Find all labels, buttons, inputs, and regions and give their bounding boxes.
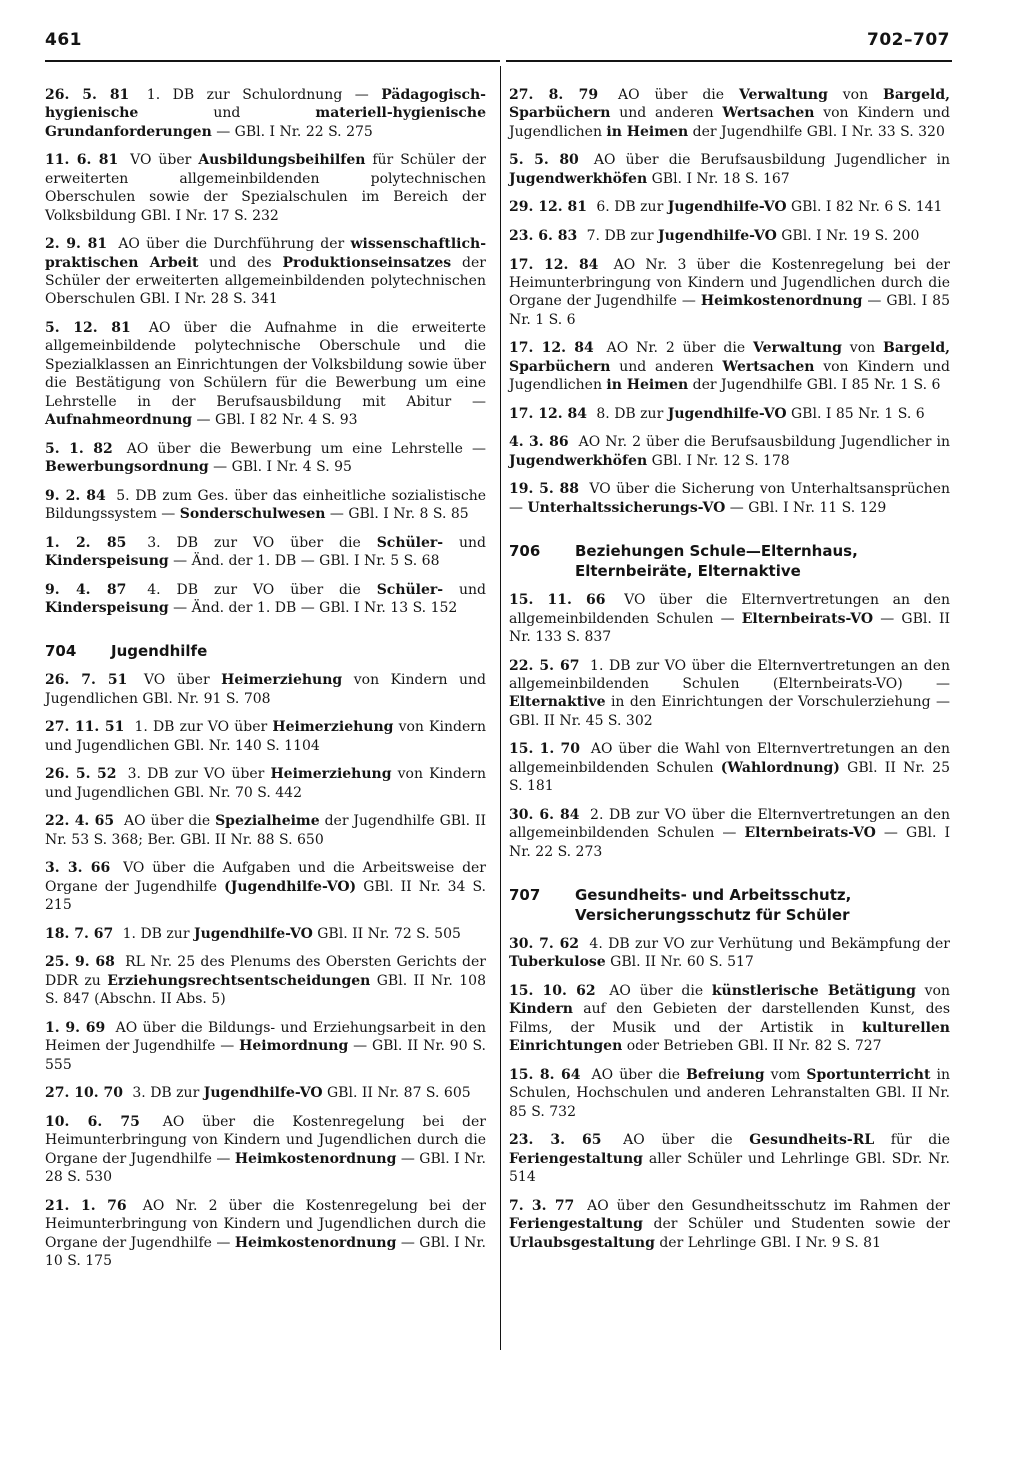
entry-keyword: Spezialheime [215, 813, 320, 830]
entry-text: von [915, 983, 950, 1000]
entry-text: vom [764, 1066, 807, 1083]
entry-date: 9. 4. 87 [45, 581, 127, 598]
entry-keyword: Verwaltung [738, 87, 828, 103]
entry-date: 11. 6. 81 [45, 152, 119, 169]
law-entry [45, 581, 486, 618]
entry-date: 5. 12. 81 [45, 320, 131, 337]
entry-keyword: (Wahlordnung) [720, 759, 840, 776]
section-title-line: Versicherungsschutz für Schüler [575, 906, 850, 925]
law-entry [45, 1019, 486, 1074]
law-entry [45, 765, 486, 802]
entry-keyword: Heimkostenordnung [234, 1234, 397, 1251]
section-title-line: Jugendhilfe [111, 642, 208, 661]
entry-text: AO Nr. 2 über die Kostenregelung bei der Heimunterbringung von Kindern und Jugendlichen durch die Organe der Jugendhilfe — [45, 1197, 486, 1251]
entry-text: von [841, 340, 884, 357]
entry-text: von Kindern und Jugendlichen GBl. Nr. 91 S. 708 [45, 672, 487, 707]
law-entry [45, 151, 486, 225]
entry-text: und [443, 581, 486, 598]
entry-text: GBl. II Nr. 60 S. 517 [605, 954, 754, 971]
entry-text: — GBl. I 85 Nr. 1 S. 6 [509, 293, 950, 328]
entry-text: GBl. II Nr. 34 S. 215 [45, 878, 486, 914]
entry-keyword: Wertsachen [722, 358, 815, 375]
law-entry [45, 235, 486, 309]
entry-date: 3. 3. 66 [45, 860, 111, 877]
entry-text: AO über die Wahl von Elternvertretungen an den allgemeinbildenden Schulen [509, 741, 950, 776]
law-entry [509, 1066, 950, 1121]
entry-keyword: Jugendwerkhöfen [509, 452, 648, 469]
entry-keyword: in Heimen [606, 123, 689, 140]
law-entry [509, 433, 950, 470]
entry-text: 1. DB zur [118, 925, 194, 942]
entry-date: 26. 7. 51 [45, 672, 128, 689]
entry-keyword: Heimkostenordnung [700, 293, 863, 310]
entry-date: 29. 12. 81 [509, 199, 587, 216]
law-entry [45, 718, 486, 755]
entry-keyword: Feriengestaltung [509, 1150, 643, 1167]
section-title-line: Elternbeiräte, Elternaktive [575, 562, 801, 581]
entry-text: VO über die Aufgaben und die Arbeitsweise der Organe der Jugendhilfe [45, 860, 487, 895]
entry-list [45, 86, 486, 617]
entry-text: für die [874, 1132, 951, 1149]
entry-text: 5. DB zum Ges. über das einheitliche sozialistische Bildungssystem — [45, 487, 486, 523]
entry-list [509, 935, 950, 1252]
entry-keyword: Jugendwerkhöfen [509, 170, 648, 187]
entry-text: 4. DB zur VO zur Verhütung und Bekämpfung der [584, 936, 950, 953]
entry-text: 2. DB zur VO über die Elternvertretungen an den allgemeinbildenden Schulen — [509, 806, 951, 842]
entry-keyword: Gesundheits-RL [749, 1132, 875, 1149]
law-entry [45, 534, 486, 571]
entry-keyword: Ausbildungsbeihilfen [198, 152, 366, 169]
entry-text: der Schüler und Studenten sowie der [642, 1216, 950, 1233]
section-title [575, 885, 950, 925]
entry-text: GBl. I Nr. 18 S. 167 [647, 170, 790, 187]
right-column [509, 86, 950, 1262]
entry-text: 1. DB zur VO über [129, 719, 273, 736]
entry-date: 18. 7. 67 [45, 925, 114, 942]
entry-keyword: wissenschaftlich-praktischen Arbeit [45, 236, 486, 271]
law-entry [509, 198, 950, 216]
entry-text: AO über die Bildungs- und Erziehungsarbeit in den Heimen der Jugendhilfe — [45, 1019, 486, 1055]
entry-date: 30. 7. 62 [509, 936, 580, 953]
law-entry [509, 339, 950, 394]
entry-text: für Schüler der erweiterten allgemeinbildenden polytechnischen Oberschulen sowie der Spezialschulen im Bereich der Volksbildung GBl. I Nr. 17 S. 232 [45, 152, 486, 224]
entry-keyword: Aufnahmeordnung [45, 412, 193, 429]
entry-text: — GBl. I Nr. 10 S. 175 [45, 1234, 486, 1269]
law-entry [509, 405, 950, 423]
entry-keyword: Heimkostenordnung [234, 1150, 397, 1167]
entry-text: AO über die Durchführung der [112, 236, 351, 253]
law-entry [509, 740, 950, 795]
law-entry [45, 440, 486, 477]
law-entry [45, 319, 486, 429]
entry-text: GBl. II Nr. 25 S. 181 [509, 759, 950, 795]
entry-keyword: Befreiung [686, 1066, 765, 1083]
entry-text: der Jugendhilfe GBl. II Nr. 53 S. 368; Ber. GBl. II Nr. 88 S. 650 [45, 813, 486, 848]
entry-keyword: Sportunterricht [806, 1066, 931, 1083]
law-entry [45, 1084, 486, 1102]
entry-text: 1. DB zur Schulordnung — [134, 87, 382, 103]
section-title [111, 641, 486, 661]
section-heading-707 [509, 885, 950, 925]
law-entry [45, 812, 486, 849]
law-entry [509, 806, 950, 861]
entry-keyword: (Jugendhilfe-VO) [224, 878, 357, 895]
entry-keyword: Heimerziehung [272, 719, 394, 736]
entry-text: 6. DB zur [591, 199, 668, 216]
entry-text: GBl. II Nr. 72 S. 505 [312, 925, 461, 942]
entry-keyword: Kinderspeisung [45, 600, 169, 617]
entry-keyword: Wertsachen [722, 105, 815, 122]
law-entry [45, 1113, 486, 1187]
section-title [575, 541, 950, 581]
entry-text: der Jugendhilfe GBl. I 85 Nr. 1 S. 6 [688, 377, 941, 394]
entry-keyword: in Heimen [606, 377, 689, 394]
entry-keyword: Kinderspeisung [45, 553, 169, 570]
entry-date: 7. 3. 77 [509, 1197, 575, 1214]
entry-date: 27. 8. 79 [509, 87, 599, 103]
law-entry [45, 86, 486, 141]
entry-keyword: Bargeld, Sparbüchern [509, 87, 950, 122]
entry-text: GBl. I 82 Nr. 6 S. 141 [786, 199, 943, 216]
entry-text: GBl. II Nr. 87 S. 605 [322, 1085, 471, 1102]
entry-text: und des [198, 254, 283, 271]
section-range: 702–707 [867, 30, 950, 50]
entry-text: AO über die Kostenregelung bei der Heimunterbringung von Kindern und Jugendlichen durch die Organe der Jugendhilfe — [45, 1113, 486, 1167]
entry-date: 5. 5. 80 [509, 152, 579, 169]
section-heading-706 [509, 541, 950, 581]
entry-text: von Kindern und Jugendlichen GBl. Nr. 70 S. 442 [45, 766, 486, 801]
entry-text: aller Schüler und Lehrlinge GBl. SDr. Nr. 514 [509, 1150, 950, 1186]
entry-date: 9. 2. 84 [45, 487, 106, 504]
entry-keyword: Bargeld, Sparbüchern [509, 340, 950, 375]
entry-text: — GBl. II Nr. 133 S. 837 [509, 610, 950, 646]
entry-date: 26. 5. 81 [45, 87, 130, 103]
entry-text: VO über [132, 672, 222, 689]
entry-date: 2. 9. 81 [45, 236, 108, 253]
entry-text: 3. DB zur VO über [121, 766, 271, 783]
entry-text: — Änd. der 1. DB — GBl. I Nr. 5 S. 68 [168, 553, 440, 570]
law-entry [45, 1197, 486, 1271]
entry-date: 21. 1. 76 [45, 1197, 127, 1214]
entry-date: 17. 12. 84 [509, 256, 599, 273]
entry-date: 1. 9. 69 [45, 1019, 106, 1036]
law-entry [45, 953, 486, 1008]
entry-list [45, 671, 486, 1270]
entry-date: 17. 12. 84 [509, 340, 594, 357]
entry-date: 25. 9. 68 [45, 954, 115, 971]
entry-text: GBl. I 85 Nr. 1 S. 6 [786, 405, 925, 422]
entry-text: AO Nr. 3 über die Kostenregelung bei der Heimunterbringung von Kindern und Jugendlichen durch die Organe der Jugendhilfe — [509, 256, 950, 310]
section-number: 707 [509, 886, 541, 905]
entry-keyword: Verwaltung [753, 340, 842, 357]
entry-text: VO über die Sicherung von Unterhaltsansprüchen — [509, 481, 950, 516]
section-title-line: Gesundheits- und Arbeitsschutz, [575, 886, 852, 905]
law-entry [509, 256, 950, 330]
entry-text: VO über die Elternvertretungen an den allgemeinbildenden Schulen — [509, 592, 950, 627]
law-entry [45, 671, 486, 708]
entry-keyword: Schüler- [376, 581, 444, 598]
entry-text: 1. DB zur VO über die Elternvertretungen an den allgemeinbildenden Schulen (Elternbeirats-VO) — [509, 657, 951, 693]
section-title-line: Beziehungen Schule—Elternhaus, [575, 542, 858, 561]
entry-list [509, 86, 950, 517]
entry-text: in Schulen, Hochschulen und anderen Lehranstalten GBl. II Nr. 85 S. 732 [509, 1066, 950, 1120]
entry-list [509, 591, 950, 861]
entry-text: — GBl. I Nr. 28 S. 530 [45, 1150, 486, 1186]
entry-keyword: Unterhaltssicherungs-VO [527, 499, 726, 516]
entry-keyword: Sonderschulwesen [179, 506, 326, 523]
entry-keyword: Feriengestaltung [509, 1216, 643, 1233]
entry-text: 3. DB zur VO über die [131, 534, 377, 551]
entry-date: 17. 12. 84 [509, 405, 587, 422]
entry-keyword: Pädagogisch-hygienische [45, 87, 486, 122]
entry-text: — GBl. I 82 Nr. 4 S. 93 [192, 412, 358, 429]
entry-date: 1. 2. 85 [45, 534, 127, 551]
entry-keyword: Kindern [509, 1001, 573, 1018]
entry-text: 7. DB zur [582, 228, 658, 244]
entry-text: — GBl. I Nr. 22 S. 275 [211, 123, 373, 140]
entry-date: 23. 6. 83 [509, 228, 578, 244]
section-number: 704 [45, 642, 77, 661]
entry-text: — Änd. der 1. DB — GBl. I Nr. 13 S. 152 [168, 600, 458, 617]
entry-text: AO über den Gesundheitsschutz im Rahmen der [579, 1197, 950, 1214]
entry-text: in den Einrichtungen der Vorschulerziehung — GBl. II Nr. 45 S. 302 [509, 694, 950, 729]
entry-text: GBl. I Nr. 19 S. 200 [776, 228, 920, 244]
entry-text: und anderen [610, 105, 723, 122]
entry-text: AO Nr. 2 über die Berufsausbildung Jugendlicher in [573, 434, 951, 451]
entry-text: von Kindern und Jugendlichen [509, 105, 950, 140]
entry-date: 15. 1. 70 [509, 741, 581, 758]
entry-date: 15. 8. 64 [509, 1066, 581, 1083]
law-entry [509, 982, 950, 1056]
entry-text: von [827, 87, 884, 103]
entry-text: der Schüler der erweiterten allgemeinbildenden polytechnischen Oberschulen GBl. I Nr. 28 S. 341 [45, 254, 486, 308]
law-entry [509, 227, 950, 245]
entry-text: AO über die Aufnahme in die erweiterte allgemeinbildende polytechnische Oberschule und die Spezialklassen an Einrichtungen der Volksbildung sowie über die Bestätigung von Schülern für die Bewerbung um eine Lehrstelle in der Berufsausbildung mit Abitur — [45, 320, 486, 410]
entry-text: und [138, 105, 316, 122]
entry-keyword: kulturellen Einrichtungen [509, 1019, 950, 1055]
section-heading-704 [45, 641, 486, 661]
entry-date: 15. 11. 66 [509, 592, 606, 609]
entry-keyword: Bewerbungsordnung [45, 459, 209, 476]
entry-text: oder Betrieben GBl. II Nr. 82 S. 727 [622, 1038, 882, 1055]
entry-date: 23. 3. 65 [509, 1132, 602, 1149]
entry-keyword: Heimerziehung [270, 766, 392, 783]
entry-keyword: Jugendhilfe-VO [203, 1085, 323, 1102]
entry-text: — GBl. II Nr. 90 S. 555 [45, 1038, 486, 1073]
entry-keyword: Elternaktive [509, 694, 606, 711]
entry-keyword: Jugendhilfe-VO [657, 228, 777, 244]
entry-keyword: Tuberkulose [509, 954, 606, 971]
header-rule-left [45, 60, 500, 62]
entry-keyword: Jugendhilfe-VO [667, 405, 787, 422]
entry-keyword: Erziehungsrechtsentscheidungen [107, 972, 371, 989]
law-entry [509, 1131, 950, 1186]
entry-text: — GBl. I Nr. 22 S. 273 [509, 825, 950, 860]
entry-text: auf den Gebieten der darstellenden Kunst, des Films, der Musik und der Artistik in [509, 1001, 950, 1036]
entry-text: AO über die [600, 983, 712, 1000]
entry-date: 10. 6. 75 [45, 1113, 140, 1130]
header-rule-right [506, 60, 952, 62]
entry-date: 30. 6. 84 [509, 806, 580, 823]
law-entry [45, 925, 486, 943]
entry-text: der Jugendhilfe GBl. I Nr. 33 S. 320 [688, 123, 945, 140]
entry-text: AO über die Bewerbung um eine Lehrstelle — [117, 440, 486, 457]
page-number: 461 [45, 30, 82, 50]
entry-text: AO über die [606, 1132, 750, 1149]
entry-date: 4. 3. 86 [509, 434, 569, 451]
entry-keyword: Produktionseinsatzes [282, 254, 452, 271]
entry-text: AO über die [603, 87, 739, 103]
left-column [45, 86, 486, 1281]
entry-date: 15. 10. 62 [509, 983, 596, 1000]
entry-text: VO über [123, 152, 199, 169]
entry-keyword: Jugendhilfe-VO [667, 199, 787, 216]
entry-keyword: Elternbeirats-VO [741, 610, 874, 627]
law-entry [509, 1197, 950, 1252]
law-entry [509, 86, 950, 141]
entry-text: und [443, 534, 486, 551]
entry-text: AO über die [119, 813, 216, 830]
entry-date: 5. 1. 82 [45, 440, 113, 457]
entry-keyword: materiell-hygienische Grundanforderungen [45, 105, 486, 140]
law-entry [509, 657, 950, 731]
entry-date: 22. 5. 67 [509, 657, 580, 674]
entry-text: — GBl. I Nr. 4 S. 95 [208, 459, 352, 476]
entry-keyword: Jugendhilfe-VO [193, 925, 313, 942]
entry-text: 4. DB zur VO über die [131, 581, 377, 598]
entry-keyword: Schüler- [376, 534, 444, 551]
entry-keyword: Heimerziehung [221, 672, 343, 689]
entry-text: 8. DB zur [591, 405, 668, 422]
entry-text: — GBl. I Nr. 11 S. 129 [725, 499, 887, 516]
entry-text: 3. DB zur [127, 1085, 204, 1102]
entry-text: AO über die Berufsausbildung Jugendlicher in [583, 152, 950, 169]
entry-text: GBl. II Nr. 108 S. 847 (Abschn. II Abs. 5) [45, 972, 486, 1008]
entry-text: — GBl. I Nr. 8 S. 85 [325, 506, 469, 523]
column-divider [500, 66, 501, 1350]
entry-text: RL Nr. 25 des Plenums des Obersten Gerichts der DDR zu [45, 954, 487, 989]
entry-keyword: künstlerische Betätigung [711, 983, 916, 1000]
entry-date: 27. 10. 70 [45, 1085, 123, 1102]
entry-date: 22. 4. 65 [45, 813, 115, 830]
law-entry [45, 859, 486, 914]
entry-text: GBl. I Nr. 12 S. 178 [647, 452, 790, 469]
law-entry [45, 487, 486, 524]
entry-text: von Kindern und Jugendlichen [509, 358, 950, 394]
law-entry [509, 591, 950, 646]
law-entry [509, 151, 950, 188]
entry-date: 19. 5. 88 [509, 481, 580, 498]
entry-date: 26. 5. 52 [45, 766, 117, 783]
entry-keyword: Urlaubsgestaltung [509, 1234, 655, 1251]
entry-text: von Kindern und Jugendlichen GBl. Nr. 140 S. 1104 [45, 719, 486, 754]
entry-date: 27. 11. 51 [45, 719, 125, 736]
entry-keyword: Heimordnung [239, 1038, 349, 1055]
entry-text: der Lehrlinge GBl. I Nr. 9 S. 81 [654, 1234, 881, 1251]
law-entry [509, 935, 950, 972]
entry-text: und anderen [610, 358, 723, 375]
entry-text: AO über die [585, 1066, 687, 1083]
entry-keyword: Elternbeirats-VO [744, 825, 876, 842]
entry-text: AO Nr. 2 über die [598, 340, 754, 357]
section-number: 706 [509, 542, 541, 561]
law-entry [509, 480, 950, 517]
